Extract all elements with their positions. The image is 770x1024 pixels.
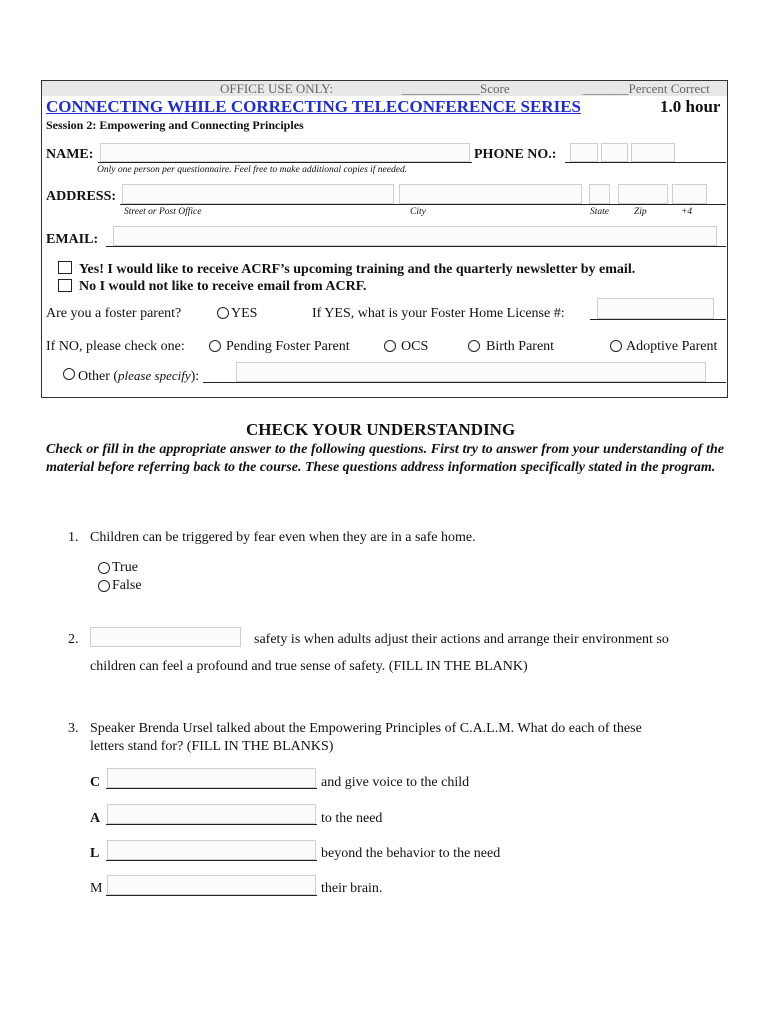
adoptive-parent-label: Adoptive Parent: [626, 339, 718, 354]
calm-c-letter: C: [90, 775, 101, 790]
name-input[interactable]: [100, 143, 470, 162]
license-question: If YES, what is your Foster Home License #:: [312, 306, 565, 321]
calm-m-underline: [106, 895, 317, 896]
section-heading: CHECK YOUR UNDERSTANDING: [246, 420, 516, 439]
calm-l-suffix: beyond the behavior to the need: [321, 846, 501, 861]
license-input[interactable]: [597, 298, 714, 319]
pending-foster-radio[interactable]: [209, 340, 221, 352]
newsletter-no-label: No I would not like to receive email from ACRF.: [79, 279, 367, 294]
q2-text-line2: children can feel a profound and true sense of safety. (FILL IN THE BLANK): [90, 659, 528, 674]
zip4-input[interactable]: [672, 184, 707, 204]
ocs-radio[interactable]: [384, 340, 396, 352]
birth-parent-radio[interactable]: [468, 340, 480, 352]
other-underline: [203, 382, 726, 383]
session-title: Session 2: Empowering and Connecting Principles: [46, 118, 304, 132]
calm-c-underline: [106, 788, 317, 789]
newsletter-yes-checkbox[interactable]: [58, 261, 72, 274]
calm-a-input[interactable]: [107, 804, 316, 824]
calm-l-letter: L: [90, 846, 100, 861]
newsletter-no-checkbox[interactable]: [58, 279, 72, 292]
phone-area-input[interactable]: [570, 143, 598, 162]
other-label: Other (please specify):: [78, 368, 200, 384]
calm-m-letter: M: [90, 881, 103, 896]
street-input[interactable]: [122, 184, 394, 204]
address-underline: [120, 204, 726, 205]
calm-m-input[interactable]: [107, 875, 316, 895]
address-label: ADDRESS:: [46, 189, 117, 204]
email-underline: [106, 246, 726, 247]
foster-yes-label: YES: [231, 306, 258, 321]
pending-foster-label: Pending Foster Parent: [226, 339, 350, 354]
other-radio[interactable]: [63, 368, 75, 380]
q2-text: safety is when adults adjust their actions and arrange their environment so: [254, 632, 669, 647]
q1-true-label: True: [112, 560, 138, 575]
state-caption: State: [590, 207, 609, 217]
phone-prefix-input[interactable]: [601, 143, 628, 162]
zip-input[interactable]: [618, 184, 668, 204]
zip-caption: Zip: [634, 207, 647, 217]
adoptive-parent-radio[interactable]: [610, 340, 622, 352]
series-title: CONNECTING WHILE CORRECTING TELECONFERENCE SERIES: [46, 97, 581, 116]
zip4-caption: +4: [681, 207, 693, 217]
ocs-label: OCS: [401, 339, 429, 354]
name-underline: [98, 162, 472, 163]
calm-c-suffix: and give voice to the child: [321, 775, 470, 790]
name-note: Only one person per questionnaire. Feel free to make additional copies if needed.: [97, 165, 408, 175]
birth-parent-label: Birth Parent: [486, 339, 555, 354]
q1-false-label: False: [112, 578, 142, 593]
office-use-label: OFFICE USE ONLY:: [220, 81, 334, 96]
q3-number: 3.: [68, 721, 79, 736]
q2-number: 2.: [68, 632, 79, 647]
phone-underline: [565, 162, 726, 163]
newsletter-yes-label: Yes! I would like to receive ACRF’s upcoming training and the quarterly newsletter by email.: [79, 262, 636, 277]
q1-true-radio[interactable]: [98, 562, 110, 574]
phone-label: PHONE NO.:: [474, 147, 557, 162]
name-label: NAME:: [46, 147, 94, 162]
state-input[interactable]: [589, 184, 610, 204]
email-label: EMAIL:: [46, 232, 99, 247]
foster-question: Are you a foster parent?: [46, 306, 182, 321]
other-input[interactable]: [236, 362, 706, 382]
q3-text-line1: Speaker Brenda Ursel talked about the Empowering Principles of C.A.L.M. What do each of these: [90, 721, 642, 736]
email-input[interactable]: [113, 226, 717, 246]
q2-blank-input[interactable]: [90, 627, 241, 647]
calm-a-suffix: to the need: [321, 811, 383, 826]
calm-m-suffix: their brain.: [321, 881, 383, 896]
street-caption: Street or Post Office: [124, 207, 202, 217]
q1-number: 1.: [68, 530, 79, 545]
q1-false-radio[interactable]: [98, 580, 110, 592]
city-caption: City: [410, 207, 426, 217]
calm-l-input[interactable]: [107, 840, 316, 860]
calm-a-letter: A: [90, 811, 101, 826]
percent-correct-label: _______Percent Correct: [583, 81, 710, 96]
phone-line-input[interactable]: [631, 143, 675, 162]
hours-label: 1.0 hour: [660, 97, 721, 116]
if-no-label: If NO, please check one:: [46, 339, 185, 354]
calm-l-underline: [106, 860, 317, 861]
q1-text: Children can be triggered by fear even when they are in a safe home.: [90, 530, 476, 545]
instructions: Check or fill in the appropriate answer to the following questions. First try to answer from your understanding of the material before referring back to the course. These questions address information specifically stated in the program.: [46, 442, 724, 475]
score-label: ____________Score: [402, 81, 510, 96]
calm-c-input[interactable]: [107, 768, 316, 788]
q3-text-line2: letters stand for? (FILL IN THE BLANKS): [90, 739, 334, 754]
foster-yes-radio[interactable]: [217, 307, 229, 319]
city-input[interactable]: [399, 184, 582, 204]
license-underline: [590, 319, 726, 320]
calm-a-underline: [106, 824, 317, 825]
